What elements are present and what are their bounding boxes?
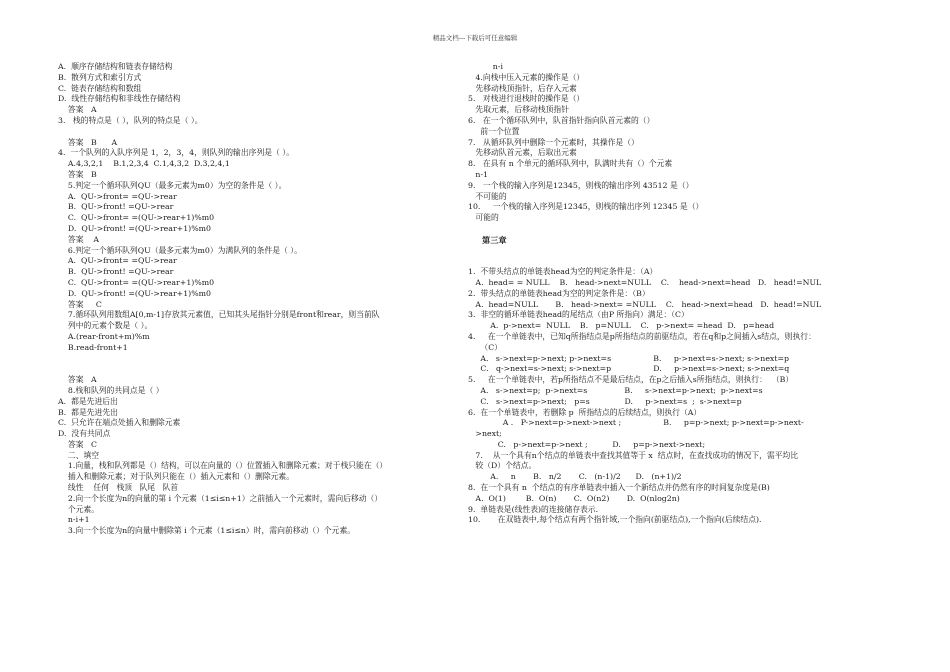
- right-column: [468, 62, 888, 526]
- text-line: D. QU->front! =(QU->rear+1)%m0: [58, 223, 211, 233]
- text-line: [58, 127, 458, 138]
- text-line: 先取元素，后移动栈顶指针: [468, 105, 569, 115]
- text-line: 8. 在一个具有 n 个结点的有序单链表中插入一个新结点并仍然有序的时间复杂度是(B): [468, 483, 770, 493]
- text-line: 6. 在一个循环队列中，队首指针指向队首元素的（）: [468, 115, 655, 125]
- left-column: [58, 62, 458, 537]
- text-line: 5.判定一个循环队列QU（最多元素为m0）为空的条件是（ ）。: [58, 180, 287, 190]
- text-line: 5. 对栈进行退栈时的操作是（）: [468, 94, 585, 104]
- text-line: [58, 364, 458, 375]
- text-line: A. head= = NULL B. head->next=NULL C. head->next=head D. head!=NUL: [468, 277, 822, 287]
- text-line: D. QU->front! =(QU->rear+1)%m0: [58, 288, 211, 298]
- text-line: 7. 从循环队列中删除一个元素时，其操作是（）: [468, 137, 639, 147]
- text-line: 8.栈和队列的共同点是（ ）: [58, 385, 164, 395]
- text-line: 先移动栈顶指针，后存入元素: [468, 83, 577, 93]
- text-line: B. 散列方式和索引方式: [58, 72, 142, 82]
- text-line: 1.向量，栈和队列都是（）结构，可以在向量的（）位置插入和删除元素；对于栈只能在（）: [58, 461, 388, 471]
- text-line: A.(rear-front+m)%m: [58, 331, 150, 341]
- text-line: 个元素。: [58, 504, 100, 514]
- text-line: 7.循环队列用数组A[0,m-1]存放其元素值，已知其头尾指针分别是front和rear，则当前队: [58, 310, 380, 320]
- text-line: 8. 在具有 n 个单元的循环队列中，队满时共有（）个元素: [468, 159, 673, 169]
- text-line: 2.向一个长度为n的向量的第 i 个元素（1≤i≤n+1）之前插入一个元素时，需向后移动（）: [58, 493, 383, 503]
- text-line: 线性 任何 栈顶 队尾 队首: [58, 483, 179, 493]
- text-line: [58, 354, 458, 365]
- text-line: 9. 一个栈的输入序列是12345，则栈的输出序列 43512 是（）: [468, 180, 694, 190]
- text-line: 3. 非空的循环单链表head的尾结点（由P 所指向）满足：（C）: [468, 310, 689, 320]
- text-line: B. QU->front! =QU->rear: [58, 202, 174, 212]
- text-line: n-i+1: [58, 515, 90, 525]
- text-line: C. s->next=p->next; p=s D. p->next=s ; s->next=p: [468, 396, 742, 406]
- text-line: 3.向一个长度为n的向量中删除第 i 个元素（1≤i≤n）时，需向前移动（）个元素。: [58, 526, 356, 536]
- text-line: 7. 从一个具有n个结点的单链表中查找其值等于 x 结点时，在查找成功的情况下，需平均比: [468, 450, 799, 460]
- text-line: C. 只允许在端点处插入和删除元素: [58, 418, 181, 428]
- chapter-title: 第三章: [482, 234, 507, 245]
- text-line: A. QU->front= =QU->rear: [58, 191, 177, 201]
- text-line: （C）: [468, 342, 502, 352]
- text-line: 3. 栈的特点是（ ），队列的特点是（ ）。: [58, 115, 203, 125]
- text-line: 可能的: [468, 213, 499, 223]
- text-line: 答案 C: [58, 299, 102, 309]
- text-line: C. QU->front= =(QU->rear+1)%m0: [58, 277, 215, 287]
- text-line: A.4,3,2,1 B.1,2,3,4 C.1,4,3,2 D.3,2,4,1: [58, 159, 230, 169]
- text-line: 4. 一个队列的入队序列是 1，2，3，4，则队列的输出序列是（ ）。: [58, 148, 295, 158]
- text-line: A. 顺序存储结构和链表存储结构: [58, 62, 173, 71]
- text-line: A. s->next=p->next; p->next=s B. p->next=s->next; s->next=p: [468, 353, 789, 363]
- text-line: A. p->next= NULL B. p=NULL C. p->next= =head D. p=head: [468, 321, 775, 331]
- text-line: C. 链表存储结构和数组: [58, 83, 142, 93]
- text-line: 答案 A: [58, 375, 97, 385]
- text-line: A. head=NULL B. head->next= =NULL C. head->next=head D. head!=NUL: [468, 299, 822, 309]
- text-line: 4.向栈中压入元素的操作是（）: [468, 72, 585, 82]
- text-line: A. O(1) B. O(n) C. O(n2) D. O(nlog2n): [468, 493, 680, 503]
- text-line: 1. 不带头结点的单链表head为空的判定条件是：（A）: [468, 267, 658, 277]
- text-line: 5. 在一个单链表中，若p所指结点不是最后结点，在p之后插入s所指结点，则执行： （B）: [468, 375, 794, 385]
- text-line: n-1: [468, 169, 489, 179]
- text-line: 2. 带头结点的单链表head为空的判定条件是：（B）: [468, 288, 650, 298]
- text-line: 答案 B: [58, 169, 97, 179]
- text-line: B. QU->front! =QU->rear: [58, 267, 174, 277]
- page-header: 精品文档---下载后可任意编辑: [432, 34, 518, 42]
- text-line: 9. 单链表是(线性表)的连接储存表示.: [468, 504, 599, 514]
- text-line: 答案 A: [58, 105, 97, 115]
- text-line: C. QU->front= =(QU->rear+1)%m0: [58, 213, 215, 223]
- text-line: 列中的元素个数是（ ）。: [58, 321, 153, 331]
- text-line: 6.判定一个循环队列QU（最多元素为m0）为满队列的条件是（ ）。: [58, 245, 302, 255]
- text-line: 较（D）个结点。: [468, 461, 537, 471]
- text-line: B. 都是先进先出: [58, 407, 118, 417]
- text-line: 答案 B A: [58, 137, 118, 147]
- text-line: 10. 在双链表中,每个结点有两个指针域,一个指向(前驱结点),一个指向(后续结点).: [468, 515, 762, 525]
- text-line: 答案 C: [58, 439, 97, 449]
- text-line: D. 线性存储结构和非线性存储结构: [58, 94, 181, 104]
- text-line: D. 没有共同点: [58, 429, 111, 439]
- spacer: [468, 224, 888, 235]
- text-line: 二、填空: [58, 450, 100, 460]
- text-line: 6. 在一个单链表中，若删除 p 所指结点的后续结点，则执行（A）: [468, 407, 702, 417]
- text-line: A. 都是先进后出: [58, 396, 118, 406]
- text-line: B.read-front+1: [58, 342, 128, 352]
- text-line: 先移动队首元素，后取出元素: [468, 148, 577, 158]
- text-line: 不可能的: [468, 191, 507, 201]
- text-line: A. n B. n/2 C. (n-1)/2 D. (n+1)/2: [468, 472, 682, 482]
- text-line: n-i: [468, 62, 503, 71]
- text-line: 前一个位置: [468, 126, 520, 136]
- text-line: 10. 一个栈的输入序列是12345，则栈的输出序列 12345 是（）: [468, 202, 704, 212]
- text-line: C. p->next=p->next ; D. p=p->next->next;: [468, 439, 706, 449]
- text-line: A. QU->front= =QU->rear: [58, 256, 177, 266]
- text-line: 插入和删除元素；对于队列只能在（）插入元素和（）删除元素。: [58, 472, 295, 482]
- text-line: C. q->next=s->next; s->next=p D. p->next=s->next; s->next=q: [468, 364, 790, 374]
- spacer: [468, 246, 888, 268]
- text-line: A. s->next=p; p->next=s B. s->next=p->next; p->next=s: [468, 385, 763, 395]
- text-line: 4. 在一个单链表中，已知q所指结点是p所指结点的前驱结点，若在q和p之间插入s结点，则执行：: [468, 331, 816, 341]
- text-line: >next;: [468, 429, 502, 439]
- text-line: A . P->next=p->next->next ; B. p=p->next; p->next=p->next-: [468, 418, 804, 428]
- text-line: 答案 A: [58, 234, 100, 244]
